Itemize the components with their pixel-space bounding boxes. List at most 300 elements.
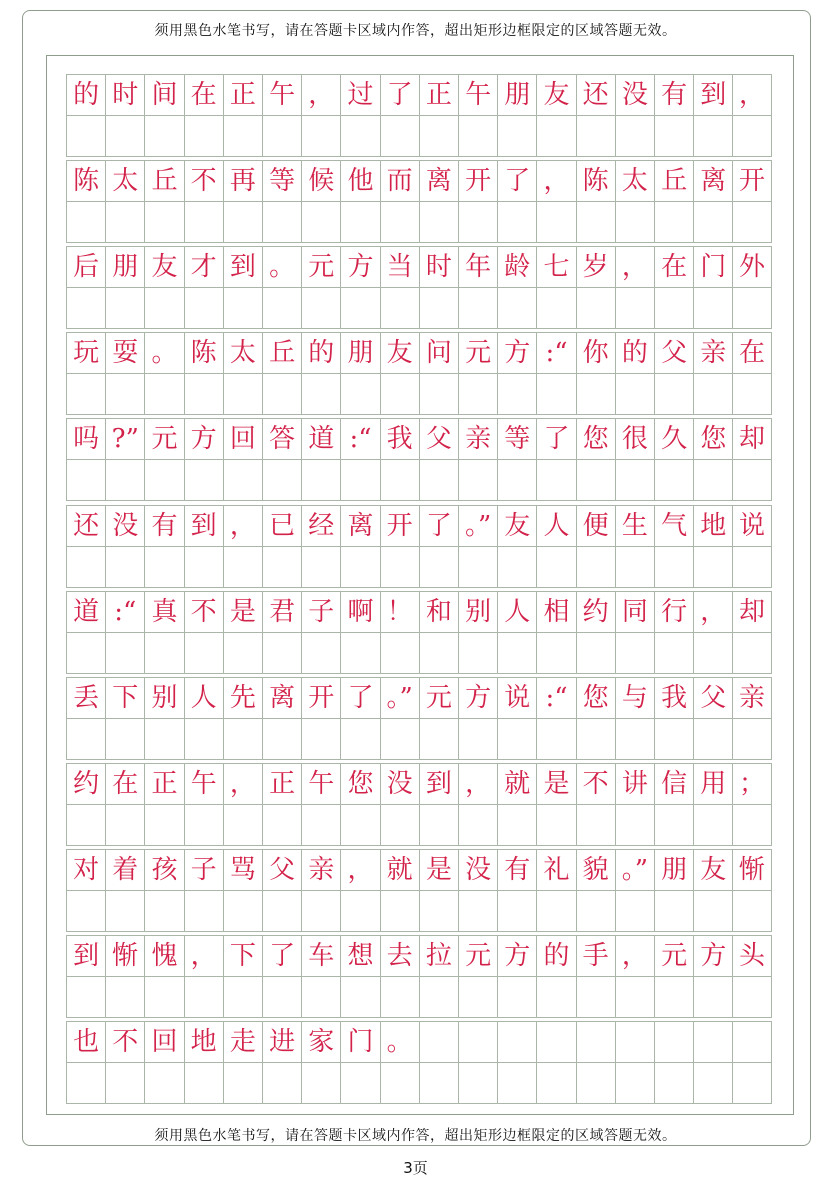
grid-cell (458, 677, 497, 719)
blank-spacer-cell (105, 374, 144, 415)
grid-cell (184, 160, 223, 202)
blank-spacer-cell (301, 288, 340, 329)
blank-spacer-cell (223, 288, 262, 329)
handwritten-char: 就 (504, 768, 531, 799)
grid-cell (458, 763, 497, 805)
blank-spacer-cell (144, 633, 183, 674)
handwritten-char: 友 (504, 510, 531, 541)
blank-spacer-cell (693, 1063, 732, 1104)
handwritten-char: 丘 (661, 166, 688, 197)
handwritten-char: 下 (229, 941, 256, 971)
blank-spacer-cell (340, 1063, 379, 1104)
handwritten-char: 用 (700, 768, 727, 799)
grid-cell (654, 505, 693, 547)
grid-cell (301, 1021, 340, 1063)
handwritten-char: 开 (308, 682, 335, 713)
grid-cell (576, 591, 615, 633)
grid-cell (693, 849, 732, 891)
blank-spacer-cell (732, 633, 771, 674)
handwritten-char: 七 (543, 252, 570, 283)
grid-cell (615, 591, 654, 633)
handwritten-char (655, 1022, 693, 1062)
grid-cell (693, 74, 732, 116)
handwritten-char: 友 (700, 854, 727, 885)
handwritten-char: 和 (425, 596, 452, 627)
grid-cell (693, 935, 732, 977)
grid-cell (419, 935, 458, 977)
blank-spacer-cell (301, 547, 340, 588)
handwritten-char: 很 (621, 424, 648, 455)
handwritten-char: 正 (269, 768, 296, 799)
grid-cell (301, 332, 340, 374)
handwritten-char: 元 (425, 682, 452, 713)
grid-cell (223, 935, 262, 977)
handwritten-char: 地 (190, 1027, 217, 1058)
handwritten-char: 了 (347, 682, 374, 713)
handwritten-char: 了 (386, 80, 413, 110)
blank-spacer-cell (223, 805, 262, 846)
handwritten-char: 朋 (504, 80, 531, 110)
grid-cell (458, 1021, 497, 1063)
blank-spacer-cell (66, 977, 105, 1018)
blank-spacer-cell (144, 374, 183, 415)
handwritten-char: 车 (308, 941, 335, 971)
blank-spacer-cell (105, 1063, 144, 1104)
handwritten-char: 。 (151, 338, 178, 369)
grid-cell (497, 763, 536, 805)
handwritten-char: 约 (73, 768, 100, 799)
blank-spacer-cell (380, 202, 419, 243)
handwritten-char: 间 (151, 80, 178, 110)
handwritten-char: 同 (621, 596, 648, 627)
blank-spacer-cell (380, 633, 419, 674)
handwritten-char: 才 (190, 252, 217, 283)
grid-cell (536, 332, 575, 374)
blank-spacer-cell (458, 805, 497, 846)
handwritten-char: 当 (386, 252, 413, 283)
blank-spacer-cell (693, 805, 732, 846)
grid-cell (144, 505, 183, 547)
handwritten-char: 朋 (112, 252, 139, 283)
grid-cell (732, 74, 771, 116)
blank-spacer-cell (262, 633, 301, 674)
handwritten-char: ， (543, 166, 570, 197)
grid-cell (340, 677, 379, 719)
handwritten-char: 手 (582, 941, 609, 971)
blank-spacer-cell (144, 1063, 183, 1104)
handwritten-char: 方 (347, 252, 374, 283)
grid-cell (380, 763, 419, 805)
handwritten-char: 不 (112, 1027, 139, 1058)
grid-cell (223, 763, 262, 805)
handwritten-char: 方 (465, 682, 492, 713)
grid-cell (340, 763, 379, 805)
handwritten-char: ， (621, 252, 648, 283)
grid-cell (732, 591, 771, 633)
handwritten-char: 去 (386, 941, 413, 971)
handwritten-char: 约 (582, 596, 609, 627)
grid-cell (184, 332, 223, 374)
blank-spacer-cell (654, 547, 693, 588)
blank-spacer-cell (654, 116, 693, 157)
grid-cell (144, 246, 183, 288)
blank-spacer-cell (105, 633, 144, 674)
grid-cell (654, 849, 693, 891)
grid-cell (732, 763, 771, 805)
handwritten-char: ， (190, 941, 217, 971)
grid-cell (340, 246, 379, 288)
grid-cell (66, 332, 105, 374)
handwritten-char: 生 (621, 510, 648, 541)
handwritten-char: 还 (73, 510, 100, 541)
blank-spacer-cell (693, 288, 732, 329)
handwritten-char: 陈 (73, 166, 100, 197)
blank-spacer-cell (223, 460, 262, 501)
grid-cell (105, 849, 144, 891)
grid-cell (262, 1021, 301, 1063)
blank-spacer-cell (458, 719, 497, 760)
blank-spacer-cell (693, 460, 732, 501)
blank-spacer-cell (693, 116, 732, 157)
grid-cell (184, 505, 223, 547)
handwritten-char: 是 (543, 768, 570, 799)
grid-row (66, 763, 772, 846)
blank-spacer-cell (615, 460, 654, 501)
grid-cell (654, 418, 693, 460)
blank-spacer-cell (654, 202, 693, 243)
handwritten-char: 午 (190, 768, 217, 799)
blank-spacer-cell (693, 202, 732, 243)
blank-spacer-cell (497, 374, 536, 415)
grid-cell (380, 332, 419, 374)
grid-cell (105, 935, 144, 977)
blank-spacer-cell (497, 1063, 536, 1104)
blank-spacer-cell (105, 116, 144, 157)
grid-cell (576, 677, 615, 719)
grid-cell (380, 160, 419, 202)
grid-cell (144, 74, 183, 116)
handwritten-char: 不 (190, 596, 217, 627)
grid-cell (458, 418, 497, 460)
handwritten-char: 人 (504, 596, 531, 627)
blank-spacer-cell (693, 374, 732, 415)
blank-spacer-cell (458, 547, 497, 588)
blank-spacer-cell (419, 374, 458, 415)
grid-cell (223, 74, 262, 116)
handwritten-char: 着 (112, 854, 139, 885)
blank-spacer-cell (340, 460, 379, 501)
handwritten-char: 在 (661, 252, 688, 283)
handwritten-char (733, 1022, 770, 1062)
grid-cell (66, 763, 105, 805)
grid-cell (184, 74, 223, 116)
handwritten-char: 头 (738, 941, 765, 971)
blank-spacer-cell (340, 288, 379, 329)
blank-spacer-cell (262, 719, 301, 760)
grid-cell (536, 935, 575, 977)
handwritten-char: 午 (465, 80, 492, 110)
blank-spacer-cell (458, 116, 497, 157)
grid-cell (654, 591, 693, 633)
grid-cell (536, 763, 575, 805)
grid-cell (340, 591, 379, 633)
handwritten-char: 人 (543, 510, 570, 541)
blank-spacer-cell (105, 805, 144, 846)
blank-spacer-cell (66, 805, 105, 846)
handwritten-char: 他 (347, 166, 374, 197)
blank-spacer-cell (223, 116, 262, 157)
grid-cell (419, 418, 458, 460)
handwritten-char: 与 (621, 682, 648, 713)
blank-spacer-cell (262, 891, 301, 932)
grid-cell (105, 74, 144, 116)
grid-cell (105, 246, 144, 288)
handwritten-char: ， (229, 768, 256, 799)
blank-spacer-cell (66, 374, 105, 415)
grid-cell (419, 763, 458, 805)
blank-spacer-cell (732, 805, 771, 846)
grid-cell (66, 849, 105, 891)
handwritten-char: 地 (700, 510, 727, 541)
handwritten-char: 友 (386, 338, 413, 369)
grid-cell (340, 849, 379, 891)
grid-cell (654, 160, 693, 202)
handwritten-char: ， (347, 854, 374, 885)
blank-spacer-cell (301, 1063, 340, 1104)
handwritten-char: 也 (73, 1027, 100, 1058)
grid-cell (497, 74, 536, 116)
handwritten-char: 不 (582, 768, 609, 799)
grid-cell (497, 849, 536, 891)
grid-cell (497, 332, 536, 374)
blank-spacer-cell (576, 977, 615, 1018)
blank-spacer-cell (184, 288, 223, 329)
blank-spacer-cell (576, 633, 615, 674)
grid-cell (340, 160, 379, 202)
grid-cell (223, 591, 262, 633)
grid-cell (419, 505, 458, 547)
handwritten-char: 没 (621, 80, 648, 110)
grid-row (66, 935, 772, 1018)
blank-spacer-cell (536, 977, 575, 1018)
grid-cell (105, 1021, 144, 1063)
grid-row (66, 849, 772, 932)
grid-cell (66, 74, 105, 116)
handwritten-char: 父 (700, 682, 727, 713)
handwritten-char: 元 (308, 252, 335, 283)
blank-spacer-cell (497, 547, 536, 588)
blank-spacer-cell (615, 1063, 654, 1104)
grid-cell (419, 677, 458, 719)
grid-cell (693, 763, 732, 805)
handwritten-char: 时 (425, 252, 452, 283)
blank-spacer-cell (654, 460, 693, 501)
blank-spacer-cell (419, 719, 458, 760)
blank-spacer-cell (380, 1063, 419, 1104)
handwritten-char: 离 (347, 510, 374, 541)
handwritten-char: 。” (464, 510, 492, 541)
blank-spacer-cell (419, 460, 458, 501)
handwritten-char: 太 (229, 338, 256, 369)
blank-spacer-cell (184, 116, 223, 157)
blank-spacer-cell (223, 719, 262, 760)
bottom-notice: 须用黑色水笔书写，请在答题卡区域内作答，超出矩形边框限定的区域答题无效。 (154, 1128, 677, 1144)
handwritten-char: ， (700, 596, 727, 627)
blank-spacer-cell (340, 547, 379, 588)
grid-cell (184, 677, 223, 719)
blank-spacer-cell (576, 460, 615, 501)
grid-cell (732, 332, 771, 374)
handwritten-char: 正 (151, 768, 178, 799)
handwritten-char: 父 (661, 338, 688, 369)
handwritten-char: :“ (545, 682, 568, 713)
blank-spacer-cell (66, 547, 105, 588)
grid-cell (144, 763, 183, 805)
grid-cell (340, 1021, 379, 1063)
handwritten-char: 父 (269, 854, 296, 885)
handwritten-char: 人 (190, 682, 217, 713)
blank-spacer-cell (301, 374, 340, 415)
blank-spacer-cell (497, 460, 536, 501)
grid-cell (223, 1021, 262, 1063)
handwritten-char: 对 (73, 854, 100, 885)
blank-spacer-cell (732, 374, 771, 415)
handwritten-char: ！ (386, 596, 413, 627)
grid-row (66, 74, 772, 157)
handwritten-char: 久 (661, 424, 688, 455)
handwritten-char: 您 (700, 424, 727, 455)
blank-spacer-cell (536, 805, 575, 846)
grid-cell (380, 505, 419, 547)
grid-cell (732, 246, 771, 288)
grid-cell (380, 1021, 419, 1063)
grid-cell (615, 332, 654, 374)
grid-cell (615, 160, 654, 202)
handwritten-char: 。” (621, 854, 649, 885)
grid-cell (576, 160, 615, 202)
grid-cell (732, 935, 771, 977)
grid-cell (301, 677, 340, 719)
blank-spacer-cell (144, 116, 183, 157)
blank-spacer-cell (458, 374, 497, 415)
grid-cell (223, 332, 262, 374)
handwritten-char: 过 (347, 80, 374, 110)
grid-cell (497, 677, 536, 719)
grid-cell (105, 763, 144, 805)
blank-spacer-cell (654, 805, 693, 846)
grid-cell (732, 677, 771, 719)
blank-spacer-cell (105, 547, 144, 588)
handwritten-char: 友 (543, 80, 570, 110)
blank-spacer-cell (262, 1063, 301, 1104)
blank-spacer-cell (340, 977, 379, 1018)
handwritten-char: 您 (347, 768, 374, 799)
handwritten-char: 信 (661, 768, 688, 799)
handwritten-char: 有 (151, 510, 178, 541)
blank-spacer-cell (105, 202, 144, 243)
blank-spacer-cell (184, 202, 223, 243)
blank-spacer-cell (66, 719, 105, 760)
blank-spacer-cell (262, 805, 301, 846)
blank-spacer-cell (105, 891, 144, 932)
blank-spacer-cell (66, 460, 105, 501)
handwritten-char: 子 (190, 854, 217, 885)
grid-cell (497, 505, 536, 547)
handwritten-char (616, 1022, 654, 1062)
handwritten-char: 孩 (151, 854, 178, 885)
blank-spacer-cell (301, 891, 340, 932)
grid-cell (380, 591, 419, 633)
handwritten-char: 还 (582, 80, 609, 110)
blank-spacer-cell (536, 719, 575, 760)
blank-spacer-cell (458, 1063, 497, 1104)
blank-spacer-cell (66, 202, 105, 243)
handwritten-char: 没 (112, 510, 139, 541)
handwritten-char: 吗 (73, 424, 100, 455)
handwritten-char (498, 1022, 536, 1062)
grid-cell (576, 849, 615, 891)
handwritten-char: 后 (73, 252, 100, 283)
handwritten-char: 愧 (151, 941, 178, 971)
grid-cell (66, 1021, 105, 1063)
blank-spacer-cell (497, 805, 536, 846)
handwritten-char: 再 (229, 166, 256, 197)
blank-spacer-cell (497, 977, 536, 1018)
handwritten-char: 真 (151, 596, 178, 627)
blank-spacer-cell (380, 977, 419, 1018)
handwritten-char: 骂 (229, 854, 256, 885)
grid-cell (301, 246, 340, 288)
handwritten-char: 耍 (112, 338, 139, 369)
blank-spacer-cell (380, 805, 419, 846)
grid-cell (105, 677, 144, 719)
handwritten-char: 元 (151, 424, 178, 455)
handwritten-char: 太 (112, 166, 139, 197)
handwritten-char: 拉 (425, 941, 452, 971)
grid-cell (693, 1021, 732, 1063)
blank-spacer-cell (380, 116, 419, 157)
grid-cell (615, 505, 654, 547)
blank-spacer-cell (262, 288, 301, 329)
handwritten-char: 您 (582, 424, 609, 455)
blank-spacer-cell (262, 977, 301, 1018)
handwritten-char: 的 (73, 80, 100, 110)
handwritten-char: 元 (465, 941, 492, 971)
grid-cell (144, 160, 183, 202)
blank-spacer-cell (536, 547, 575, 588)
handwritten-char: 我 (661, 682, 688, 713)
handwritten-char: 候 (308, 166, 335, 197)
blank-spacer-cell (615, 977, 654, 1018)
blank-spacer-cell (654, 633, 693, 674)
grid-cell (301, 591, 340, 633)
grid-cell (66, 677, 105, 719)
blank-spacer-cell (458, 460, 497, 501)
grid-cell (184, 1021, 223, 1063)
blank-spacer-cell (654, 1063, 693, 1104)
blank-spacer-cell (301, 719, 340, 760)
grid-cell (262, 849, 301, 891)
grid-cell (458, 849, 497, 891)
grid-cell (66, 505, 105, 547)
blank-spacer-cell (105, 977, 144, 1018)
handwritten-char: 别 (151, 682, 178, 713)
blank-spacer-cell (615, 719, 654, 760)
handwritten-char: 陈 (190, 338, 217, 369)
blank-spacer-cell (576, 288, 615, 329)
grid-cell (380, 677, 419, 719)
grid-cell (732, 1021, 771, 1063)
